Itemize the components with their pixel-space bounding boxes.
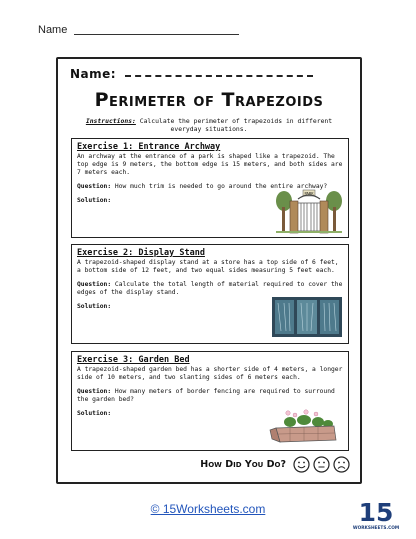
exercise-2-question	[77, 281, 343, 297]
worksheet-title: Perimeter of Trapezoids	[94, 89, 324, 111]
copyright-link[interactable]: © 15Worksheets.com	[150, 502, 266, 516]
instructions-label: Instructions:	[85, 117, 136, 125]
exercise-2-solution-label: Solution:	[77, 303, 112, 310]
exercise-1-title: Exercise 1: Entrance Archway	[77, 142, 221, 152]
exercise-2-box	[71, 244, 349, 344]
park-archway-illustration	[276, 187, 342, 233]
worksheet-name-blank[interactable]	[125, 75, 313, 77]
exercise-3-title: Exercise 3: Garden Bed	[77, 355, 190, 365]
exercise-1-box	[71, 138, 349, 238]
exercise-3-box	[71, 351, 349, 451]
exercise-3-solution-label: Solution:	[77, 410, 112, 417]
question-text: How much trim is needed to go around the entire archway?	[111, 183, 328, 190]
worksheets-logo	[352, 494, 400, 534]
exercise-3-question	[77, 388, 343, 404]
logo-text: WORKSHEETS.COM	[352, 526, 400, 531]
exercise-2-text: A trapezoid-shaped display stand at a store has a top side of 6 feet, a bottom side of 12 feet, and two equal sides measuring 5 feet each.	[77, 259, 339, 274]
sad-face-icon[interactable]	[333, 456, 350, 473]
instructions-text: Calculate the perimeter of trapezoids in different everyday situations.	[135, 117, 333, 133]
self-rating-label: How Did You Do?	[200, 459, 286, 470]
question-label: Question:	[77, 183, 112, 190]
name-field	[38, 24, 239, 36]
question-label: Question:	[77, 388, 112, 395]
park-sign-text: PARK	[304, 191, 314, 196]
happy-face-icon[interactable]	[293, 456, 310, 473]
exercise-1-solution-label: Solution:	[77, 197, 112, 204]
exercise-3-text: A trapezoid-shaped garden bed has a shorter side of 4 meters, a longer side of 10 meters, and two slanting sides of 6 meters each.	[77, 366, 343, 381]
garden-bed-illustration	[270, 404, 340, 444]
self-rating	[200, 456, 350, 473]
instructions	[72, 117, 346, 133]
name-label: Name	[38, 24, 68, 36]
exercise-1-text: An archway at the entrance of a park is shaped like a trapezoid. The top edge is 9 meters, the bottom edge is 15 meters, and both sides are 7 meters each.	[77, 153, 343, 176]
logo-number: 15	[358, 498, 394, 527]
question-text: How many meters of border fencing are required to surround the garden bed?	[77, 388, 335, 403]
question-text: Calculate the total length of material required to cover the edges of the display stand.	[77, 281, 343, 296]
neutral-face-icon[interactable]	[313, 456, 330, 473]
worksheet-frame	[56, 57, 362, 484]
exercise-2-title: Exercise 2: Display Stand	[77, 248, 205, 258]
worksheet-name-label: Name:	[70, 67, 117, 81]
worksheet-name-field	[70, 67, 313, 81]
name-blank-line[interactable]	[74, 34, 239, 35]
question-label: Question:	[77, 281, 112, 288]
display-stand-illustration	[272, 297, 342, 337]
